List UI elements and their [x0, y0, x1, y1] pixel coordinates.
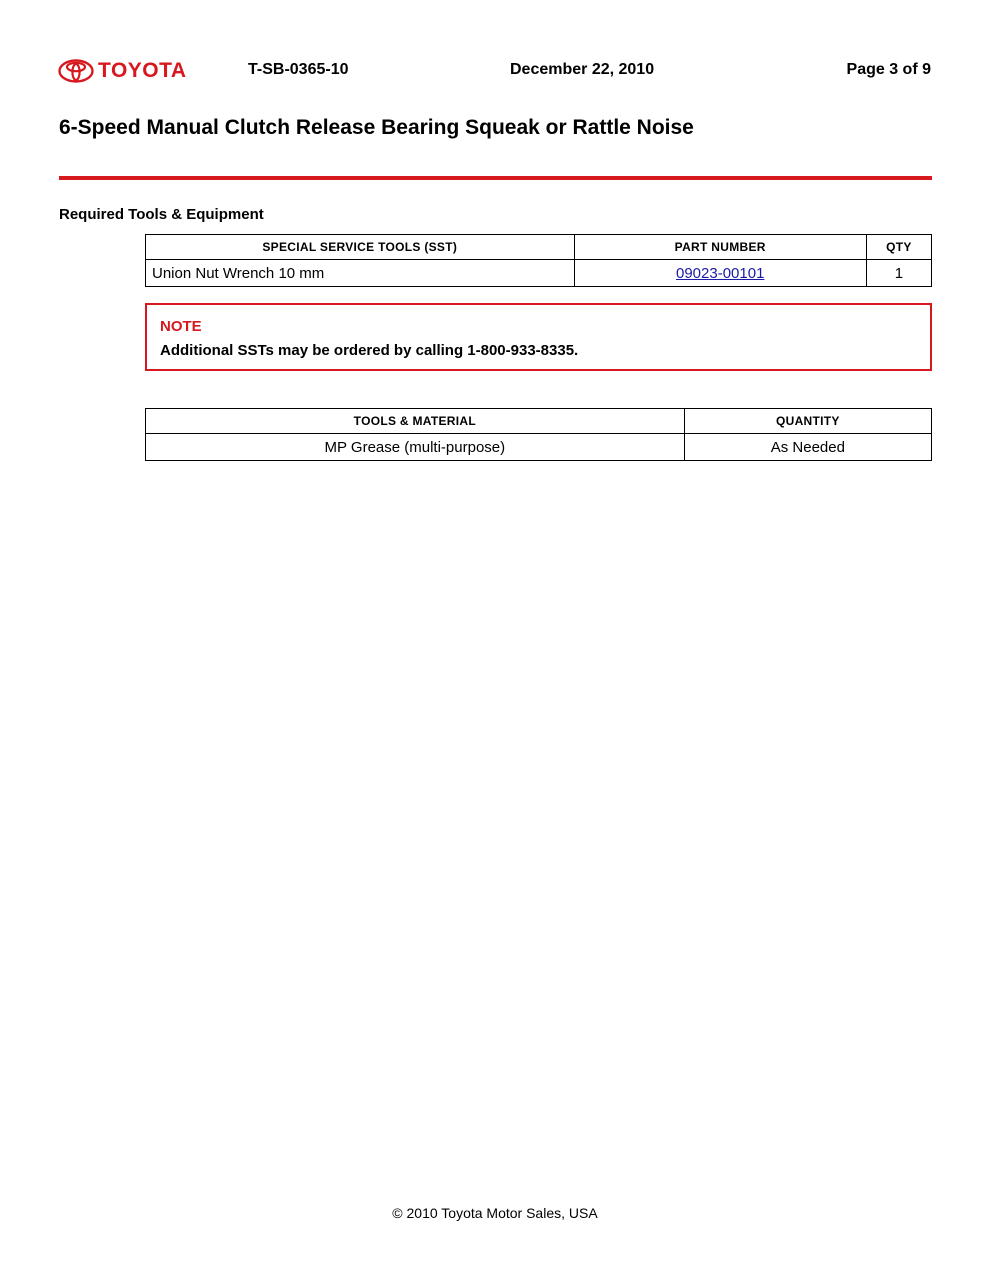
material-quantity: As Needed — [684, 434, 931, 461]
sst-header-qty: QTY — [866, 235, 931, 260]
toyota-emblem-icon — [58, 59, 94, 83]
materials-header-quantity: QUANTITY — [684, 409, 931, 434]
note-text: Additional SSTs may be ordered by calling 1-800-933-8335. — [160, 342, 579, 359]
sst-header-part-number: PART NUMBER — [574, 235, 866, 260]
material-name: MP Grease (multi-purpose) — [146, 434, 685, 461]
table-row — [146, 434, 932, 461]
bulletin-date: December 22, 2010 — [510, 61, 655, 78]
materials-table — [145, 408, 932, 461]
page-title: 6-Speed Manual Clutch Release Bearing Squeak or Rattle Noise — [59, 116, 694, 139]
materials-table-header-row — [146, 409, 932, 434]
note-box — [145, 303, 932, 371]
section-heading: Required Tools & Equipment — [59, 206, 264, 223]
title-divider — [59, 176, 932, 180]
toyota-logo — [58, 58, 190, 84]
materials-header-material: TOOLS & MATERIAL — [146, 409, 685, 434]
part-number-link[interactable]: 09023-00101 — [676, 264, 765, 282]
page-indicator: Page 3 of 9 — [846, 61, 931, 78]
table-row — [146, 260, 932, 287]
sst-part-number-cell — [574, 260, 866, 287]
sst-qty: 1 — [866, 260, 931, 287]
footer-copyright: © 2010 Toyota Motor Sales, USA — [392, 1205, 598, 1221]
sst-table-header-row — [146, 235, 932, 260]
sst-table — [145, 234, 932, 287]
sst-header-tool: SPECIAL SERVICE TOOLS (SST) — [146, 235, 575, 260]
note-label: NOTE — [160, 318, 202, 335]
logo-wordmark: TOYOTA — [98, 59, 187, 82]
sst-tool-name: Union Nut Wrench 10 mm — [146, 260, 575, 287]
bulletin-number: T-SB-0365-10 — [248, 61, 349, 78]
